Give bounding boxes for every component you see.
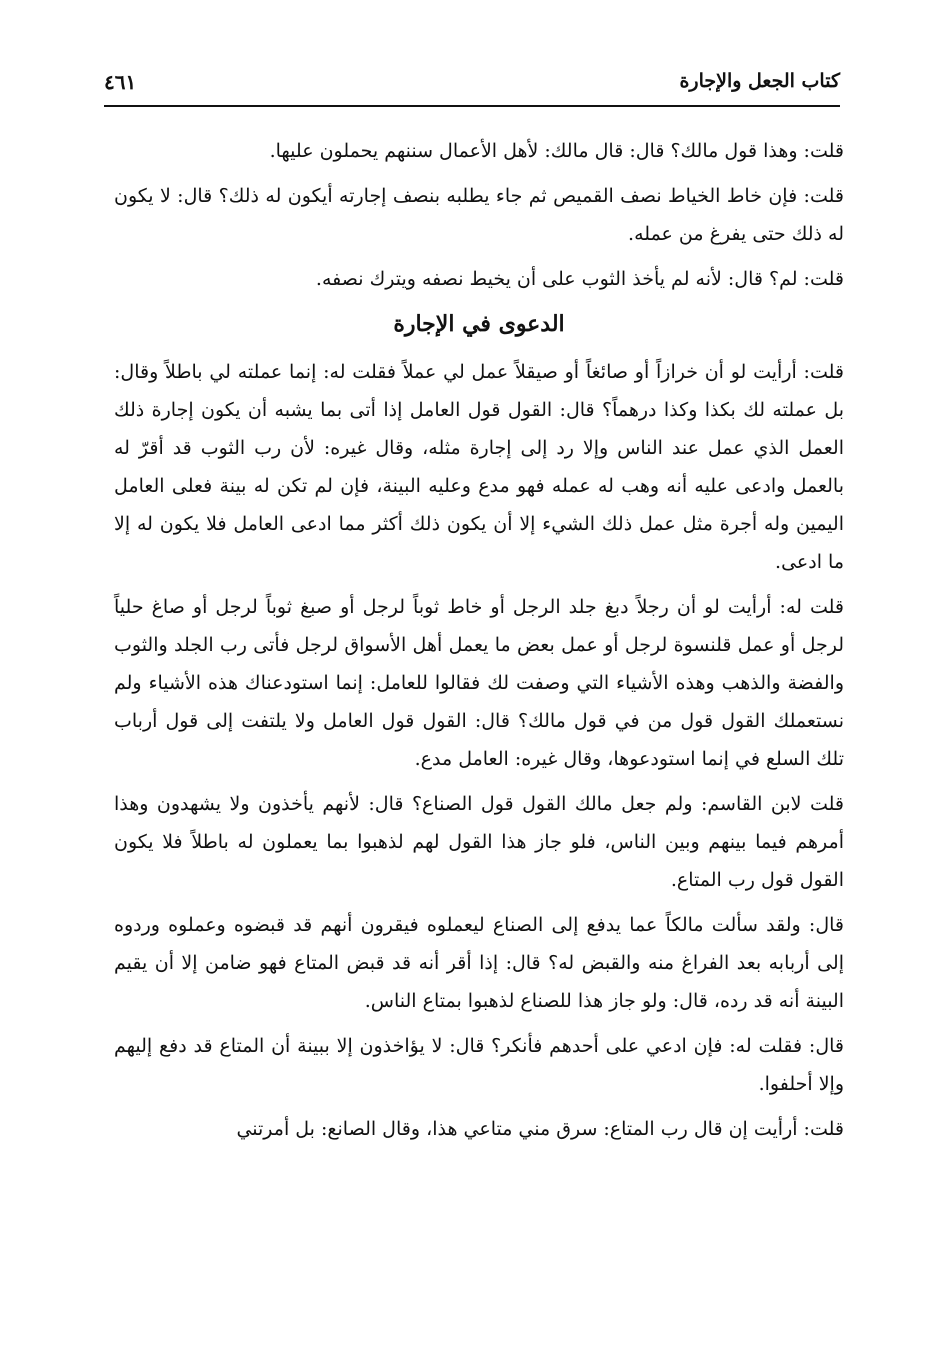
paragraph: قلت: أرأيت لو أن خرازاً أو صائغاً أو صيقلاً عمل لي عملاً فقلت له: إنما عملته لي باطلاً وقال: بل عملته لك بكذا وكذا درهماً؟ قال: القول قول العامل إذا أتى بما يشبه أن يكون إجارة ذلك العمل الذي عمل عند الناس وإلا رد إلى إجارة مثله، وقال غيره: لأن رب الثوب قد أقرّ له بالعمل وادعى عليه أنه وهب له عمله فهو مدع وعليه البينة، فإن لم تكن له بينة فعلى العامل اليمين وله أجرة مثل عمل ذلك الشيء إلا أن يكون ذلك أكثر مما ادعى العامل فلا يكون له إلا ما ادعى.: [114, 361, 844, 573]
header-rule: [104, 105, 840, 107]
page-header: [104, 64, 840, 114]
paragraph: قال: فقلت له: فإن ادعي على أحدهم فأنكر؟ قال: لا يؤاخذون إلا ببينة أن المتاع قد دفع إليهم وإلا أحلفوا.: [114, 1035, 844, 1095]
paragraph: قال: ولقد سألت مالكاً عما يدفع إلى الصناع ليعملوه فيقرون أنهم قد قبضوه وعملوه وردوه إلى أربابه بعد الفراغ منه والقبض له؟ قال: إذا أقر أنه قد قبض المتاع فهو ضامن إلا أن يقيم البينة أنه قد رده، قال: ولو جاز هذا للصناع لذهبوا بمتاع الناس.: [114, 914, 844, 1012]
paragraph: قلت لابن القاسم: ولم جعل مالك القول قول الصناع؟ قال: لأنهم يأخذون ولا يشهدون وهذا أمرهم فيما بينهم وبين الناس، فلو جاز هذا القول لهم لذهبوا بما يعملون له باطلاً فلا يكون القول قول رب المتاع.: [114, 793, 844, 891]
page-body: [114, 132, 844, 1155]
paragraph: قلت: فإن خاط الخياط نصف القميص ثم جاء يطلبه بنصف إجارته أيكون له ذلك؟ قال: لا يكون له ذلك حتى يفرغ من عمله.: [114, 185, 844, 245]
page-number: ٤٦١: [104, 70, 137, 94]
paragraph: قلت: وهذا قول مالك؟ قال: قال مالك: لأهل الأعمال سننهم يحملون عليها.: [269, 140, 844, 162]
paragraph: قلت له: أرأيت لو أن رجلاً دبغ جلد الرجل أو خاط ثوباً لرجل أو صبغ ثوباً لرجل أو صاغ حلياً لرجل أو عمل قلنسوة لرجل أو عمل بعض ما يعمل أهل الأسواق لرجل فأتى رب الجلد والثوب والفضة والذهب وهذه الأشياء التي وصفت لك فقالوا للعامل: إنما استودعناك هذه الأشياء ولم نستعملك القول قول من في قول مالك؟ قال: القول قول العامل ولا يلتفت إلى قول أرباب تلك السلع في إنما استودعوها، وقال غيره: العامل مدع.: [114, 596, 844, 770]
paragraph: قلت: لم؟ قال: لأنه لم يأخذ الثوب على أن يخيط نصفه ويترك نصفه.: [315, 268, 844, 290]
section-heading: الدعوى في الإجارة: [393, 311, 565, 337]
paragraph: قلت: أرأيت إن قال رب المتاع: سرق مني متاعي هذا، وقال الصانع: بل أمرتني: [236, 1118, 844, 1140]
running-title: كتاب الجعل والإجارة: [679, 70, 840, 92]
